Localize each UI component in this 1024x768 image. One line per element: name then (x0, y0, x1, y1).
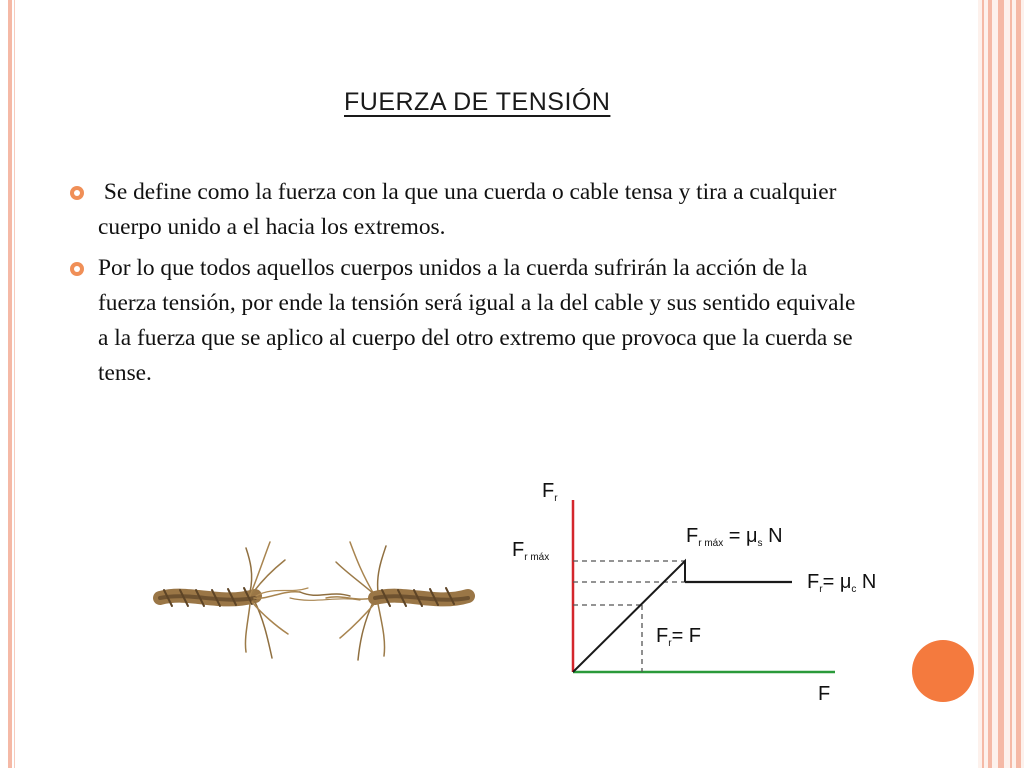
linear-region-label: $F_r= F$ (656, 625, 702, 649)
bullet-item (70, 251, 870, 391)
friction-force-graph (500, 470, 920, 710)
frame-right-border (978, 0, 1024, 768)
x-axis-label: F (818, 683, 831, 705)
frame-left-inner-line (14, 0, 15, 768)
bullet-ring-icon (70, 262, 84, 276)
y-axis-label: $F_r$ (542, 480, 558, 504)
slide-title: FUERZA DE TENSIÓN (344, 88, 611, 116)
static-friction-line (573, 561, 685, 672)
decorative-circle (912, 640, 974, 702)
frayed-rope-image (150, 530, 475, 670)
frame-left-border (8, 0, 12, 768)
static-friction-label: $F_{r máx} = \mu_s$ N (686, 525, 783, 549)
bullet-list (70, 175, 870, 391)
bullet-ring-icon (70, 186, 84, 200)
fmax-axis-label: $F_{r máx}$ (512, 539, 550, 563)
bullet-text: Por lo que todos aquellos cuerpos unidos a la cuerda sufrirán la acción de la fuerza tensión, por ende la tensión será igual a la del cable y sus sentido equivale a la fuerza que se aplico al cuerpo del otro extremo que provoca que la cuerda se tense. (98, 255, 856, 386)
kinetic-friction-label: $F_r= \mu_c$ N (807, 571, 877, 595)
bullet-item (70, 175, 870, 245)
bullet-text: Se define como la fuerza con la que una cuerda o cable tensa y tira a cualquier cuerpo unido a el hacia los extremos. (98, 179, 843, 240)
